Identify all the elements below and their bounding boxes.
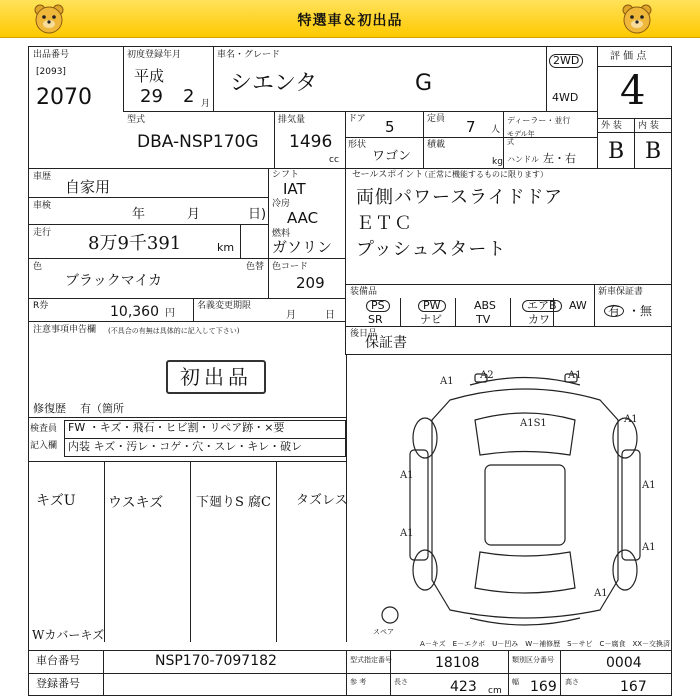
lot-sub-number: [2093] <box>36 67 66 77</box>
grade: G <box>415 71 433 96</box>
sales-point-item: プッシュスタート <box>356 239 507 260</box>
displacement: 1496 <box>289 132 333 152</box>
model-year-label: モデル年式 <box>507 130 535 146</box>
sales-point-item: 両側パワースライドドア <box>356 187 564 208</box>
color-code-label: 色コード <box>272 262 309 272</box>
damage-mark: A1 <box>594 588 608 599</box>
inspection-day: 日) <box>248 207 267 222</box>
warranty-no: ・無 <box>628 304 653 318</box>
inspector-label: 検査員 <box>30 424 58 434</box>
color-code: 209 <box>296 274 325 292</box>
capacity: 7 <box>466 118 476 136</box>
class-label: 類別区分番号 <box>512 656 554 664</box>
chassis-number: NSP170-7097182 <box>155 653 277 669</box>
registration-year: 29 <box>140 86 163 107</box>
interior-grade: B <box>645 139 662 164</box>
exterior-label: 外 装 <box>601 121 622 131</box>
header-banner <box>0 0 700 38</box>
body-color: ブラックマイカ <box>65 273 163 289</box>
notes-sublabel: (不具合の有無は具体的に記入して下さい) <box>108 327 240 335</box>
later-items-label: 後日品 <box>350 329 378 339</box>
notes-label: 注意事項申告欄 <box>33 325 97 335</box>
inspection-label: 車検 <box>33 201 52 211</box>
era: 平成 <box>134 67 165 85</box>
equip-tv: TV <box>476 313 491 326</box>
tax-day: 日 <box>325 310 335 321</box>
inspection-month: 月 <box>187 207 201 222</box>
sales-points-label: セールスポイント <box>352 170 424 180</box>
damage-mark: A1 <box>440 376 454 387</box>
mileage-label: 走行 <box>33 228 52 238</box>
month-unit: 月 <box>201 99 211 109</box>
later-items-value: 保証書 <box>365 335 407 351</box>
equip-sr: SR <box>368 313 383 326</box>
warranty-yes-circled: 有 <box>604 305 624 317</box>
first-registration-label: 初度登録年月 <box>127 50 182 60</box>
repair-history-label: 修復歴 <box>33 402 66 415</box>
damage-mark: A1 <box>568 370 582 381</box>
equip-leather: カワ <box>528 313 550 326</box>
handwritten-note: キズU <box>36 493 76 509</box>
sales-point-item: ＥＴＣ <box>356 213 413 234</box>
mileage: 8万9千391 <box>88 233 182 254</box>
inspector-exterior-row: FW ・キズ・飛石・ヒビ割・リペア跡・×要 <box>68 421 285 434</box>
car-damage-diagram <box>380 360 670 638</box>
registration-label: 登録番号 <box>36 677 80 690</box>
exterior-grade: B <box>608 139 625 164</box>
history-label: 車歴 <box>33 172 52 182</box>
score-label: 評 価 点 <box>610 51 647 62</box>
handwritten-note: タズレス <box>296 493 348 508</box>
cc-unit: cc <box>329 155 339 165</box>
dealer-label: ディーラー・並行 <box>507 116 571 125</box>
model-designation-label: 型式指定番号 <box>350 656 392 664</box>
handwritten-note: Wカバーキズ <box>32 628 105 642</box>
recycle-amount: 10,360 <box>110 304 159 320</box>
air-conditioning: AAC <box>287 209 319 227</box>
lot-number: 2070 <box>36 85 92 110</box>
drive-4wd: 4WD <box>552 91 579 104</box>
interior-label: 内 装 <box>638 121 659 131</box>
inspection-year: 年 <box>132 207 146 222</box>
capacity-label: 定員 <box>427 114 446 124</box>
repair-history-value: 有（箇所 <box>80 402 124 415</box>
equip-airbag: エアB <box>522 300 562 312</box>
damage-mark: A1 <box>642 480 656 491</box>
damage-mark: A1 <box>642 542 656 553</box>
drive-2wd-circled: 2WD <box>549 54 583 68</box>
damage-mark: A1 <box>624 414 638 425</box>
equipment-label: 装備品 <box>350 287 378 297</box>
capacity-unit: 人 <box>491 125 501 135</box>
damage-legend: A－キズ E－エクボ U－凹み W－補修歴 S－サビ C－腐食 XX－交換済 <box>420 640 671 648</box>
height-label: 高さ <box>565 678 579 686</box>
load-label: 積載 <box>427 140 446 150</box>
lot-number-label: 出品番号 <box>33 50 70 60</box>
ac-label: 冷房 <box>272 199 291 209</box>
damage-mark: A1S1 <box>520 418 547 429</box>
first-listing-stamp: 初出品 <box>166 360 266 394</box>
reference-label: 参 考 <box>350 678 367 686</box>
auction-score: 4 <box>620 68 646 114</box>
inspector-interior-row: 内装 キズ・汚レ・コゲ・穴・スレ・キレ・破レ <box>68 440 303 453</box>
length-unit: cm <box>488 686 502 696</box>
door-label: ドア <box>348 114 366 124</box>
warranty-label: 新車保証書 <box>598 287 644 297</box>
equip-navi: ナビ <box>420 313 442 326</box>
displacement-label: 排気量 <box>278 115 306 125</box>
model-code: DBA-NSP170G <box>137 132 259 152</box>
door-count: 5 <box>385 118 395 136</box>
sales-points-note: （正常に機能するものに限ります） <box>420 170 548 179</box>
fuel-label: 燃料 <box>272 229 291 239</box>
banner-title: 特選車＆初出品 <box>297 13 403 29</box>
height: 167 <box>620 679 647 695</box>
equip-abs: ABS <box>474 299 496 312</box>
km-unit: km <box>217 241 235 254</box>
handle-value: 左・右 <box>543 152 576 165</box>
tax-deadline-label: 名義変更期限 <box>197 301 252 311</box>
color-change-label: 色替 <box>246 262 265 272</box>
handle-label: ハンドル <box>507 155 539 164</box>
color-label: 色 <box>33 262 43 272</box>
tax-month: 月 <box>286 310 296 321</box>
damage-mark: A2 <box>480 370 494 381</box>
equip-aw: AW <box>569 299 587 312</box>
inspector-entry-label: 記入欄 <box>30 441 58 451</box>
recycle-label: R券 <box>33 301 49 311</box>
bear-mascot-icon <box>620 3 654 35</box>
handwritten-note: ウスキズ <box>108 495 164 511</box>
length-label: 長さ <box>394 678 408 686</box>
damage-mark: A1 <box>400 528 414 539</box>
width-label: 幅 <box>512 678 519 686</box>
handwritten-note: 下廻りS 腐C <box>196 495 271 510</box>
model-designation: 18108 <box>435 655 480 671</box>
damage-mark: A1 <box>400 470 414 481</box>
equip-pw: PW <box>418 300 446 312</box>
shape-label: 形状 <box>348 140 367 150</box>
car-name-label: 車名・グレード <box>217 50 281 60</box>
vehicle-history: 自家用 <box>65 178 111 196</box>
shift-label: シフト <box>272 170 300 180</box>
width: 169 <box>530 679 557 695</box>
equip-ps: PS <box>366 300 390 312</box>
fuel-type: ガソリン <box>272 238 333 256</box>
kg-unit: kg <box>492 157 503 167</box>
car-name: シエンタ <box>230 71 318 96</box>
yen-unit: 円 <box>165 308 175 319</box>
spare-tire-label: スペア <box>373 628 394 636</box>
model-label: 型式 <box>127 115 146 125</box>
body-shape: ワゴン <box>372 149 412 164</box>
class-number: 0004 <box>606 655 642 671</box>
chassis-label: 車台番号 <box>36 654 80 667</box>
length: 423 <box>450 679 477 695</box>
transmission: IAT <box>283 180 306 198</box>
registration-month: 2 <box>183 86 195 107</box>
